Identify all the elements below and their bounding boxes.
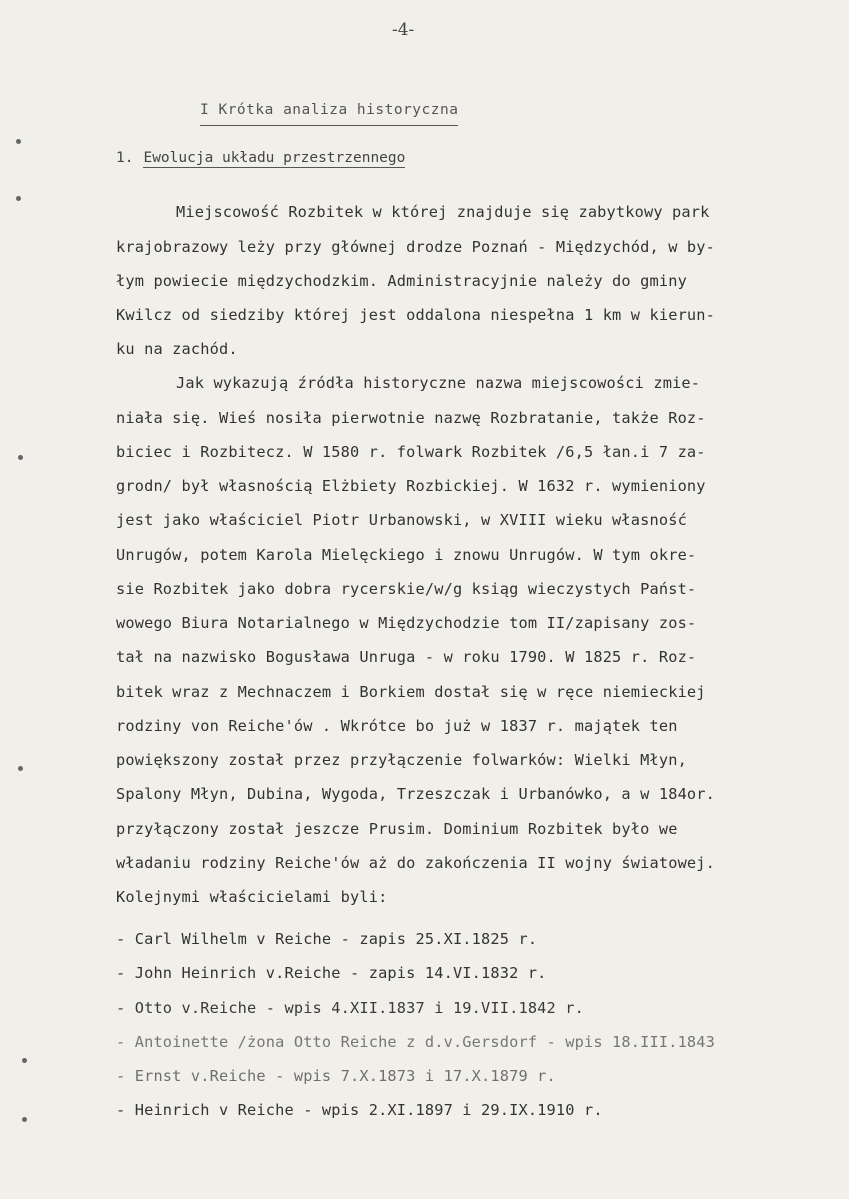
text-line: bitek wraz z Mechnaczem i Borkiem dostał się w ręce niemieckiej [116, 683, 706, 701]
punch-hole-mark [16, 196, 21, 201]
text-line: Unrugów, potem Karola Mielęckiego i znowu Unrugów. W tym okre- [116, 546, 697, 564]
text-line: powiększony został przez przyłączenie folwarków: Wielki Młyn, [116, 751, 687, 769]
owner-list-item: - Otto v.Reiche - wpis 4.XII.1837 i 19.VII.1842 r. [116, 999, 584, 1017]
text-line: Miejscowość Rozbitek w której znajduje się zabytkowy park [176, 203, 710, 221]
text-line: jest jako właściciel Piotr Urbanowski, w XVIII wieku własność [116, 511, 687, 529]
punch-hole-mark [22, 1117, 27, 1122]
text-line: Jak wykazują źródła historyczne nazwa miejscowości zmie- [176, 374, 701, 392]
owner-list-item: - Heinrich v Reiche - wpis 2.XI.1897 i 29.IX.1910 r. [116, 1101, 603, 1119]
text-line: rodziny von Reiche'ów . Wkrótce bo już w 1837 r. majątek ten [116, 717, 678, 735]
text-line: władaniu rodziny Reiche'ów aż do zakończenia II wojny światowej. [116, 854, 716, 872]
text-line: sie Rozbitek jako dobra rycerskie/w/g ksiąg wieczystych Państ- [116, 580, 697, 598]
text-line: łym powiecie międzychodzkim. Administracyjnie należy do gminy [116, 272, 687, 290]
punch-hole-mark [18, 766, 23, 771]
owner-list-item: - Carl Wilhelm v Reiche - zapis 25.XI.1825 r. [116, 930, 538, 948]
punch-hole-mark [16, 139, 21, 144]
text-line: wowego Biura Notarialnego w Międzychodzie tom II/zapisany zos- [116, 614, 697, 632]
owner-list-item: - Antoinette /żona Otto Reiche z d.v.Gersdorf - wpis 18.III.1843 [116, 1033, 716, 1051]
owner-list-item: - John Heinrich v.Reiche - zapis 14.VI.1832 r. [116, 964, 547, 982]
section-title: Ewolucja układu przestrzennego [143, 150, 406, 166]
text-line: niała się. Wieś nosiła pierwotnie nazwę Rozbratanie, także Roz- [116, 409, 706, 427]
page-number: -4- [392, 20, 415, 40]
text-line: ku na zachód. [116, 340, 238, 358]
text-line: tał na nazwisko Bogusława Unruga - w roku 1790. W 1825 r. Roz- [116, 648, 697, 666]
text-line: krajobrazowy leży przy głównej drodze Poznań - Międzychód, w by- [116, 238, 716, 256]
text-line: grodn/ był własnością Elżbiety Rozbickiej. W 1632 r. wymieniony [116, 477, 706, 495]
text-line: Kwilcz od siedziby której jest oddalona niespełna 1 km w kierun- [116, 306, 716, 324]
punch-hole-mark [22, 1058, 27, 1063]
text-line: Spalony Młyn, Dubina, Wygoda, Trzeszczak i Urbanówko, a w 184or. [116, 785, 716, 803]
text-line: Kolejnymi właścicielami byli: [116, 888, 388, 906]
chapter-heading: I Krótka analiza historyczna [200, 102, 459, 118]
section-heading [116, 150, 405, 166]
text-line: biciec i Rozbitecz. W 1580 r. folwark Rozbitek /6,5 łan.i 7 za- [116, 443, 706, 461]
owner-list-item: - Ernst v.Reiche - wpis 7.X.1873 i 17.X.1879 r. [116, 1067, 556, 1085]
section-number: 1. [116, 150, 134, 166]
punch-hole-mark [18, 455, 23, 460]
text-line: przyłączony został jeszcze Prusim. Dominium Rozbitek było we [116, 820, 678, 838]
